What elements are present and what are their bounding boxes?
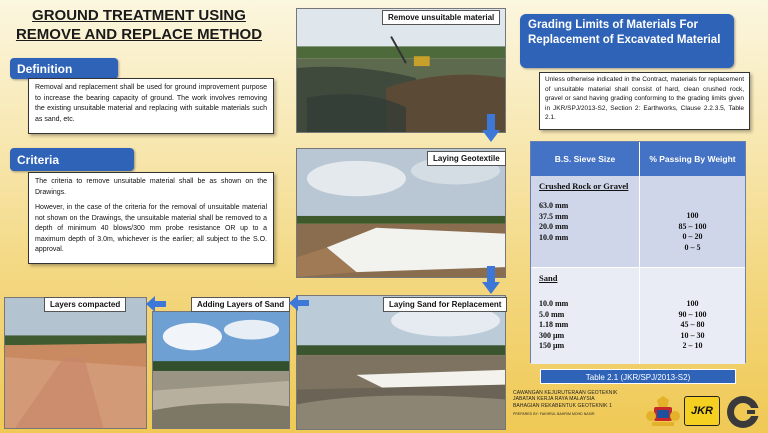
- table-caption: Table 2.1 (JKR/SPJ/2013-S2): [540, 369, 736, 384]
- footer-line-4: PREPARED BY: FAKHRUL BAHRIM MOHD NASIR: [513, 411, 595, 416]
- table-header: [531, 142, 745, 176]
- malaysia-crest-logo: [645, 394, 681, 428]
- page-title: [8, 6, 270, 44]
- table-section-crushed-rock: [531, 176, 745, 268]
- table-section-sand: [531, 268, 745, 364]
- caption-remove: Remove unsuitable material: [382, 10, 500, 25]
- sieve-size: 5.0 mm: [539, 309, 565, 319]
- footer-org: [513, 390, 617, 417]
- arrow-left-1: [289, 295, 309, 311]
- photo-laying-sand: [296, 295, 506, 430]
- definition-text: Removal and replacement shall be used for ground improvement purpose to increase the bearing capacity of ground. The work involves removing the existing unsuitable material and replacing with suitable materials such as sand, etc.: [35, 84, 267, 123]
- footer-line-3: BAHAGIAN REKABENTUK GEOTEKNIK 1: [513, 402, 612, 409]
- criteria-para-2: However, in the case of the criteria for the removal of unsuitable material not shown on the Drawings, the unsuitable material shall be removed to a depth of minimum 40 blows/300 mm probe resistance OR up to a maximum depth of 3.0m, whichever is the earlier; all subject to the S.O. approval.: [35, 204, 267, 253]
- definition-heading: Definition: [10, 58, 118, 79]
- photo-laying-geotextile: [296, 148, 506, 278]
- geotechnical-logo: [725, 394, 763, 430]
- sieve-size: 1.18 mm: [539, 320, 569, 329]
- caption-adding: Adding Layers of Sand: [191, 297, 290, 312]
- sieve-size: 63.0 mm: [539, 201, 569, 210]
- sieve-size: 20.0 mm: [539, 222, 569, 231]
- header-passing: % Passing By Weight: [649, 154, 736, 164]
- definition-box: [28, 78, 274, 134]
- passing-value: 100: [686, 211, 699, 220]
- passing-value: 90 – 100: [678, 309, 707, 319]
- jkr-logo: JKR: [684, 396, 720, 426]
- group-crushed-rock: Crushed Rock or Gravel: [539, 181, 629, 191]
- caption-sand: Laying Sand for Replacement: [383, 297, 507, 312]
- arrow-down-1: [482, 114, 500, 142]
- passing-value: 85 – 100: [678, 221, 707, 231]
- criteria-box: [28, 172, 274, 264]
- group-sand: Sand: [539, 273, 558, 283]
- passing-value: 45 – 80: [680, 320, 705, 329]
- sieve-size: 10.0 mm: [539, 232, 569, 242]
- photo-layers-compacted: [4, 297, 147, 429]
- arrow-down-2: [482, 266, 500, 294]
- passing-value: 0 – 5: [684, 242, 701, 252]
- caption-compacted: Layers compacted: [44, 297, 126, 312]
- footer-line-1: CAWANGAN KEJURUTERAAN GEOTEKNIK: [513, 390, 618, 396]
- passing-value: 100: [686, 299, 699, 308]
- criteria-para-1: The criteria to remove unsuitable material shall be as shown on the Drawings.: [35, 178, 267, 196]
- grading-heading: Grading Limits of Materials For Replacement of Excavated Material: [520, 14, 734, 68]
- sieve-size: 37.5 mm: [539, 211, 569, 221]
- footer-line-2: JABATAN KERJA RAYA MALAYSIA: [513, 396, 595, 403]
- arrow-left-2: [146, 296, 166, 312]
- caption-geotextile: Laying Geotextile: [427, 151, 506, 166]
- sieve-size: 150 μm: [539, 341, 565, 350]
- title-line-1: GROUND TREATMENT USING: [32, 7, 246, 24]
- criteria-heading: Criteria: [10, 148, 134, 171]
- grading-text: Unless otherwise indicated in the Contract, materials for replacement of unsuitable material shall consist of hard, clean crushed rock, gravel or sand having grading conforming to the grading limits given in JKR/SPJ/2013-S2, Section 2: Earthworks, Clause 2.2.3.5, Table 2.1.: [545, 76, 744, 121]
- sieve-size: 10.0 mm: [539, 299, 569, 308]
- sieve-size: 300 μm: [539, 330, 565, 340]
- photo-adding-layers: [152, 311, 290, 429]
- passing-value: 0 – 20: [682, 232, 703, 241]
- grading-table: [530, 141, 746, 363]
- grading-box: [539, 72, 750, 130]
- passing-value: 2 – 10: [682, 341, 703, 350]
- photo-remove-unsuitable: [296, 8, 506, 133]
- passing-value: 10 – 30: [680, 330, 705, 340]
- title-line-2: REMOVE AND REPLACE METHOD: [15, 26, 263, 43]
- header-sieve-size: B.S. Sieve Size: [531, 142, 640, 176]
